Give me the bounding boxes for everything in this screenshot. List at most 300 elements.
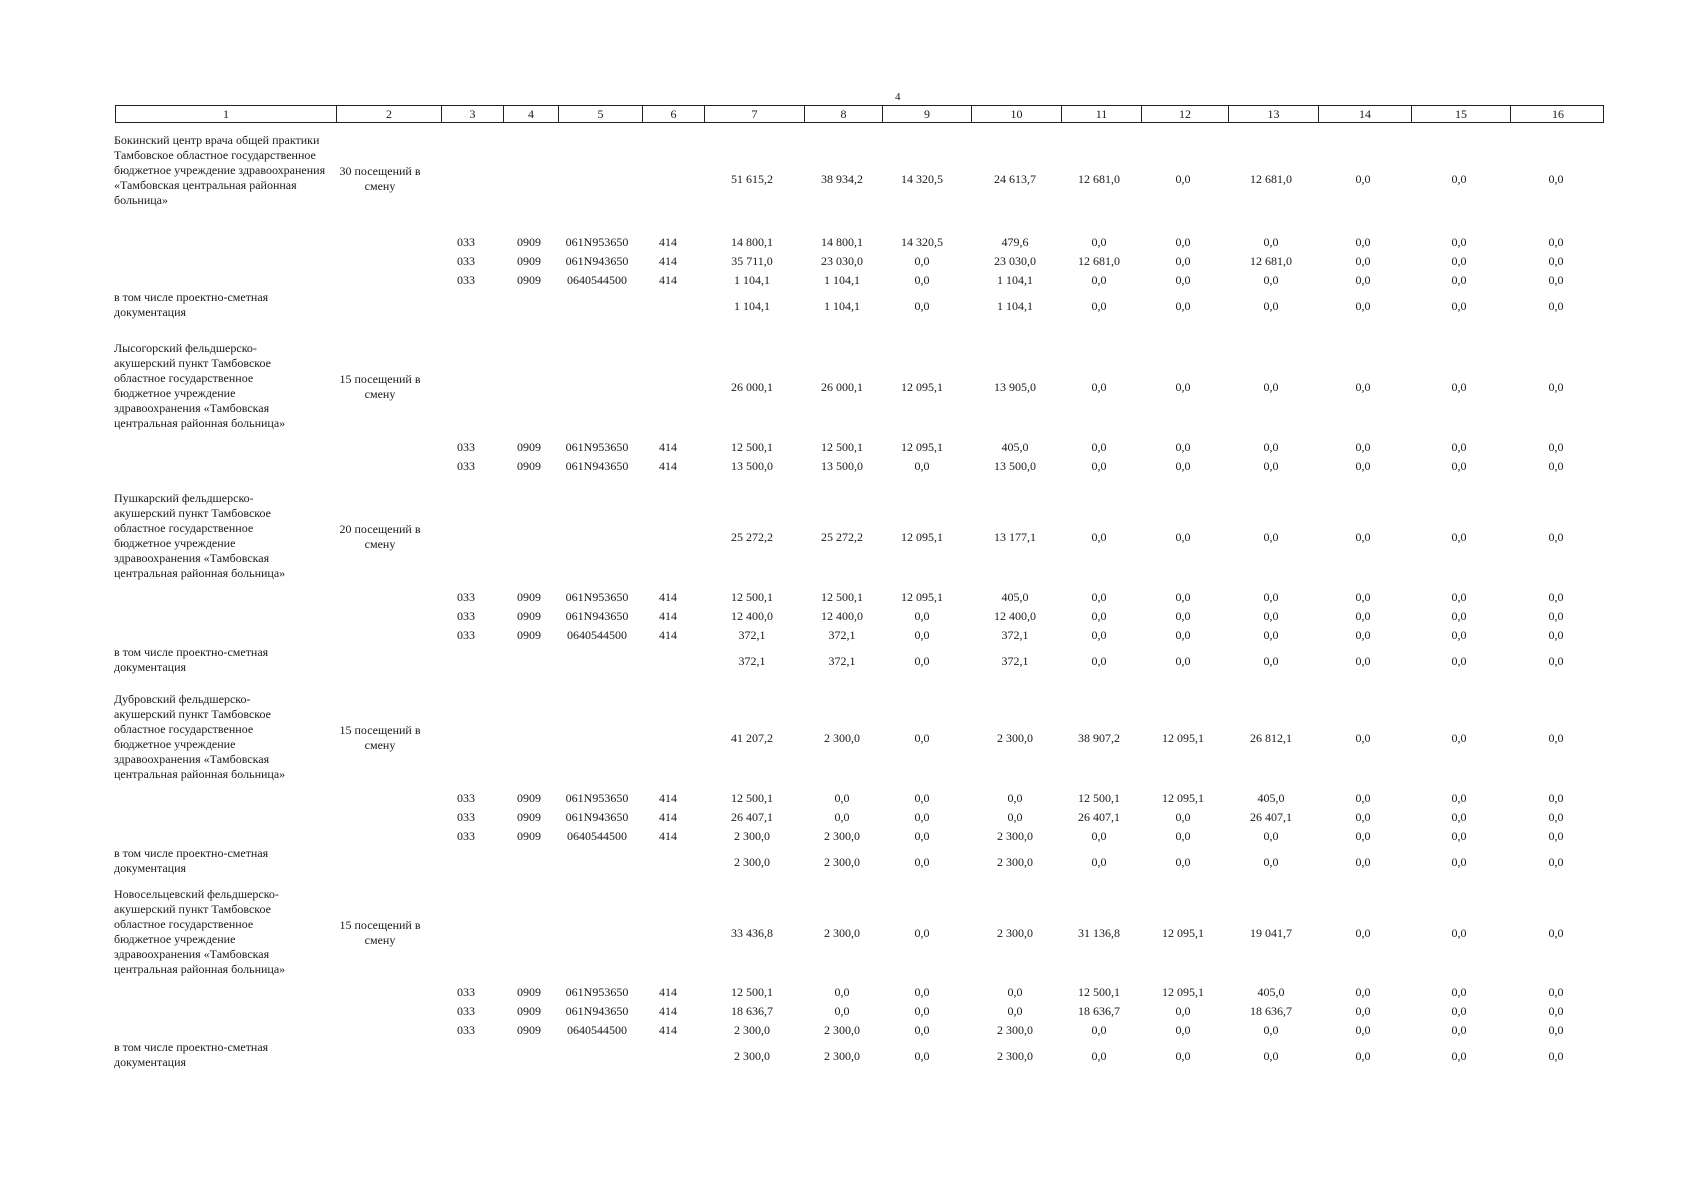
facility-name: Пушкарский фельдшерско-акушерский пункт Тамбовское областное государственное бюджетное учреждение здравоохранения «Тамбовская центральная районная больница» xyxy=(114,491,286,580)
target-article-code: 061N943650 xyxy=(565,459,629,473)
value-col-12: 0,0 xyxy=(1175,440,1191,454)
header-cell-9: 9 xyxy=(882,106,971,122)
value-col-14: 0,0 xyxy=(1355,1023,1371,1037)
value-col-9: 0,0 xyxy=(914,609,930,623)
value-col-12: 0,0 xyxy=(1175,810,1191,824)
value-col-15: 0,0 xyxy=(1451,829,1467,843)
total-col-11: 38 907,2 xyxy=(1078,731,1120,745)
value-col-15: 0,0 xyxy=(1451,273,1467,287)
total-col-12: 0,0 xyxy=(1175,380,1191,394)
value-col-10: 13 500,0 xyxy=(994,459,1036,473)
header-cell-11: 11 xyxy=(1061,106,1141,122)
value-col-7: 12 500,1 xyxy=(731,985,773,999)
value-col-12: 0,0 xyxy=(1175,590,1191,604)
total-col-15: 0,0 xyxy=(1451,530,1467,544)
value-col-12: 0,0 xyxy=(1175,273,1191,287)
total-col-11: 12 681,0 xyxy=(1078,172,1120,186)
total-col-8: 2 300,0 xyxy=(824,926,860,940)
value-col-11: 0,0 xyxy=(1091,440,1107,454)
value-col-15: 0,0 xyxy=(1451,235,1467,249)
value-col-7: 26 407,1 xyxy=(731,810,773,824)
header-cell-8: 8 xyxy=(804,106,882,122)
section-code: 0909 xyxy=(517,1004,541,1018)
value-col-15: 0,0 xyxy=(1451,459,1467,473)
design-value-col-7: 2 300,0 xyxy=(734,855,770,869)
value-col-11: 18 636,7 xyxy=(1078,1004,1120,1018)
target-article-code: 0640544500 xyxy=(567,273,627,287)
total-col-14: 0,0 xyxy=(1355,172,1371,186)
ministry-code: 033 xyxy=(457,1004,475,1018)
design-value-col-15: 0,0 xyxy=(1451,1049,1467,1063)
value-col-13: 0,0 xyxy=(1263,235,1279,249)
value-col-10: 372,1 xyxy=(1001,628,1029,642)
value-col-10: 0,0 xyxy=(1007,985,1023,999)
value-col-16: 0,0 xyxy=(1548,810,1564,824)
value-col-14: 0,0 xyxy=(1355,829,1371,843)
design-value-col-9: 0,0 xyxy=(914,299,930,313)
design-value-col-9: 0,0 xyxy=(914,1049,930,1063)
section-code: 0909 xyxy=(517,609,541,623)
total-col-8: 38 934,2 xyxy=(821,172,863,186)
target-article-code: 0640544500 xyxy=(567,1023,627,1037)
value-col-7: 372,1 xyxy=(738,628,766,642)
value-col-15: 0,0 xyxy=(1451,810,1467,824)
value-col-7: 18 636,7 xyxy=(731,1004,773,1018)
total-col-16: 0,0 xyxy=(1548,926,1564,940)
total-col-10: 13 905,0 xyxy=(994,380,1036,394)
value-col-13: 405,0 xyxy=(1257,791,1285,805)
expense-type-code: 414 xyxy=(659,628,677,642)
value-col-13: 0,0 xyxy=(1263,1023,1279,1037)
target-article-code: 061N943650 xyxy=(565,609,629,623)
header-cell-14: 14 xyxy=(1318,106,1411,122)
value-col-11: 0,0 xyxy=(1091,628,1107,642)
ministry-code: 033 xyxy=(457,590,475,604)
ministry-code: 033 xyxy=(457,254,475,268)
expense-type-code: 414 xyxy=(659,609,677,623)
design-value-col-15: 0,0 xyxy=(1451,855,1467,869)
header-cell-1: 1 xyxy=(223,107,229,121)
value-col-16: 0,0 xyxy=(1548,459,1564,473)
total-col-13: 26 812,1 xyxy=(1250,731,1292,745)
value-col-11: 0,0 xyxy=(1091,829,1107,843)
value-col-8: 2 300,0 xyxy=(824,1023,860,1037)
header-cell-16: 16 xyxy=(1510,106,1605,122)
value-col-8: 23 030,0 xyxy=(821,254,863,268)
design-value-col-11: 0,0 xyxy=(1091,654,1107,668)
total-col-9: 12 095,1 xyxy=(901,530,943,544)
total-col-11: 0,0 xyxy=(1091,530,1107,544)
design-value-col-15: 0,0 xyxy=(1451,654,1467,668)
value-col-12: 0,0 xyxy=(1175,1023,1191,1037)
design-value-col-10: 372,1 xyxy=(1001,654,1029,668)
value-col-13: 0,0 xyxy=(1263,440,1279,454)
total-col-14: 0,0 xyxy=(1355,380,1371,394)
total-col-11: 0,0 xyxy=(1091,380,1107,394)
value-col-14: 0,0 xyxy=(1355,628,1371,642)
total-col-13: 0,0 xyxy=(1263,530,1279,544)
value-col-11: 26 407,1 xyxy=(1078,810,1120,824)
design-value-col-10: 1 104,1 xyxy=(997,299,1033,313)
total-col-14: 0,0 xyxy=(1355,926,1371,940)
total-col-9: 0,0 xyxy=(914,926,930,940)
design-value-col-8: 2 300,0 xyxy=(824,1049,860,1063)
header-cell-15: 15 xyxy=(1411,106,1510,122)
value-col-14: 0,0 xyxy=(1355,1004,1371,1018)
ministry-code: 033 xyxy=(457,791,475,805)
value-col-9: 0,0 xyxy=(914,810,930,824)
value-col-10: 405,0 xyxy=(1001,440,1029,454)
value-col-9: 0,0 xyxy=(914,1023,930,1037)
value-col-9: 12 095,1 xyxy=(901,590,943,604)
design-value-col-16: 0,0 xyxy=(1548,654,1564,668)
facility-capacity: 15 посещений в смену xyxy=(339,918,421,947)
header-cell-3: 3 xyxy=(441,106,503,122)
section-code: 0909 xyxy=(517,628,541,642)
value-col-9: 0,0 xyxy=(914,254,930,268)
value-col-10: 2 300,0 xyxy=(997,1023,1033,1037)
section-code: 0909 xyxy=(517,829,541,843)
value-col-10: 479,6 xyxy=(1001,235,1029,249)
value-col-9: 0,0 xyxy=(914,1004,930,1018)
value-col-15: 0,0 xyxy=(1451,440,1467,454)
ministry-code: 033 xyxy=(457,273,475,287)
value-col-7: 2 300,0 xyxy=(734,1023,770,1037)
value-col-8: 0,0 xyxy=(834,1004,850,1018)
value-col-14: 0,0 xyxy=(1355,440,1371,454)
design-value-col-14: 0,0 xyxy=(1355,1049,1371,1063)
value-col-14: 0,0 xyxy=(1355,235,1371,249)
value-col-15: 0,0 xyxy=(1451,985,1467,999)
value-col-16: 0,0 xyxy=(1548,829,1564,843)
value-col-9: 0,0 xyxy=(914,985,930,999)
value-col-8: 14 800,1 xyxy=(821,235,863,249)
total-col-13: 0,0 xyxy=(1263,380,1279,394)
expense-type-code: 414 xyxy=(659,829,677,843)
value-col-14: 0,0 xyxy=(1355,590,1371,604)
section-code: 0909 xyxy=(517,810,541,824)
value-col-8: 1 104,1 xyxy=(824,273,860,287)
total-col-14: 0,0 xyxy=(1355,731,1371,745)
design-value-col-13: 0,0 xyxy=(1263,654,1279,668)
design-value-col-7: 372,1 xyxy=(738,654,766,668)
value-col-11: 0,0 xyxy=(1091,235,1107,249)
value-col-13: 0,0 xyxy=(1263,590,1279,604)
value-col-8: 12 500,1 xyxy=(821,440,863,454)
design-value-col-11: 0,0 xyxy=(1091,855,1107,869)
design-value-col-16: 0,0 xyxy=(1548,299,1564,313)
design-value-col-15: 0,0 xyxy=(1451,299,1467,313)
value-col-15: 0,0 xyxy=(1451,628,1467,642)
target-article-code: 061N953650 xyxy=(565,440,629,454)
total-col-16: 0,0 xyxy=(1548,172,1564,186)
total-col-11: 31 136,8 xyxy=(1078,926,1120,940)
total-col-9: 14 320,5 xyxy=(901,172,943,186)
value-col-9: 0,0 xyxy=(914,459,930,473)
facility-capacity: 15 посещений в смену xyxy=(339,372,421,401)
value-col-13: 0,0 xyxy=(1263,829,1279,843)
design-value-col-11: 0,0 xyxy=(1091,299,1107,313)
header-cell-13: 13 xyxy=(1228,106,1318,122)
value-col-12: 12 095,1 xyxy=(1162,985,1204,999)
value-col-10: 0,0 xyxy=(1007,1004,1023,1018)
total-col-16: 0,0 xyxy=(1548,380,1564,394)
total-col-8: 2 300,0 xyxy=(824,731,860,745)
value-col-15: 0,0 xyxy=(1451,590,1467,604)
header-cell-7: 7 xyxy=(704,106,804,122)
value-col-14: 0,0 xyxy=(1355,985,1371,999)
value-col-12: 0,0 xyxy=(1175,459,1191,473)
total-col-12: 12 095,1 xyxy=(1162,731,1204,745)
value-col-12: 0,0 xyxy=(1175,628,1191,642)
value-col-9: 0,0 xyxy=(914,829,930,843)
value-col-15: 0,0 xyxy=(1451,1004,1467,1018)
header-cell-12: 12 xyxy=(1141,106,1228,122)
value-col-7: 12 400,0 xyxy=(731,609,773,623)
ministry-code: 033 xyxy=(457,810,475,824)
value-col-13: 0,0 xyxy=(1263,273,1279,287)
value-col-12: 0,0 xyxy=(1175,1004,1191,1018)
facility-capacity: 30 посещений в смену xyxy=(339,164,421,193)
expense-type-code: 414 xyxy=(659,590,677,604)
header-cell-10: 10 xyxy=(971,106,1061,122)
design-value-col-12: 0,0 xyxy=(1175,855,1191,869)
total-col-14: 0,0 xyxy=(1355,530,1371,544)
value-col-10: 12 400,0 xyxy=(994,609,1036,623)
total-col-9: 0,0 xyxy=(914,731,930,745)
target-article-code: 0640544500 xyxy=(567,628,627,642)
ministry-code: 033 xyxy=(457,459,475,473)
facility-capacity: 15 посещений в смену xyxy=(339,723,421,752)
value-col-16: 0,0 xyxy=(1548,1023,1564,1037)
facility-name: Дубровский фельдшерско-акушерский пункт Тамбовское областное государственное бюджетное учреждение здравоохранения «Тамбовская центральная районная больница» xyxy=(114,692,286,781)
design-value-col-16: 0,0 xyxy=(1548,1049,1564,1063)
design-value-col-10: 2 300,0 xyxy=(997,855,1033,869)
ministry-code: 033 xyxy=(457,1023,475,1037)
value-col-9: 14 320,5 xyxy=(901,235,943,249)
section-code: 0909 xyxy=(517,254,541,268)
design-value-col-11: 0,0 xyxy=(1091,1049,1107,1063)
value-col-16: 0,0 xyxy=(1548,985,1564,999)
design-value-col-8: 1 104,1 xyxy=(824,299,860,313)
expense-type-code: 414 xyxy=(659,985,677,999)
section-code: 0909 xyxy=(517,459,541,473)
expense-type-code: 414 xyxy=(659,791,677,805)
expense-type-code: 414 xyxy=(659,1023,677,1037)
target-article-code: 061N943650 xyxy=(565,810,629,824)
total-col-8: 25 272,2 xyxy=(821,530,863,544)
design-docs-label: в том числе проектно-сметная документация xyxy=(114,1040,269,1069)
design-value-col-12: 0,0 xyxy=(1175,299,1191,313)
design-value-col-13: 0,0 xyxy=(1263,855,1279,869)
value-col-16: 0,0 xyxy=(1548,791,1564,805)
value-col-7: 12 500,1 xyxy=(731,590,773,604)
design-docs-label: в том числе проектно-сметная документация xyxy=(114,846,269,875)
design-docs-label: в том числе проектно-сметная документация xyxy=(114,645,269,674)
section-code: 0909 xyxy=(517,791,541,805)
design-value-col-13: 0,0 xyxy=(1263,1049,1279,1063)
design-value-col-7: 1 104,1 xyxy=(734,299,770,313)
ministry-code: 033 xyxy=(457,440,475,454)
design-value-col-16: 0,0 xyxy=(1548,855,1564,869)
total-col-9: 12 095,1 xyxy=(901,380,943,394)
facility-name: Лысогорский фельдшерско-акушерский пункт Тамбовское областное государственное бюджетное учреждение здравоохранения «Тамбовская центральная районная больница» xyxy=(114,341,286,430)
design-value-col-9: 0,0 xyxy=(914,654,930,668)
section-code: 0909 xyxy=(517,985,541,999)
total-col-15: 0,0 xyxy=(1451,380,1467,394)
total-col-13: 12 681,0 xyxy=(1250,172,1292,186)
value-col-13: 0,0 xyxy=(1263,628,1279,642)
page-number: 4 xyxy=(895,91,901,103)
value-col-8: 12 500,1 xyxy=(821,590,863,604)
expense-type-code: 414 xyxy=(659,440,677,454)
ministry-code: 033 xyxy=(457,829,475,843)
value-col-7: 12 500,1 xyxy=(731,440,773,454)
value-col-15: 0,0 xyxy=(1451,254,1467,268)
value-col-10: 23 030,0 xyxy=(994,254,1036,268)
total-col-13: 19 041,7 xyxy=(1250,926,1292,940)
value-col-13: 0,0 xyxy=(1263,459,1279,473)
total-col-12: 0,0 xyxy=(1175,530,1191,544)
expense-type-code: 414 xyxy=(659,235,677,249)
value-col-13: 12 681,0 xyxy=(1250,254,1292,268)
design-value-col-8: 2 300,0 xyxy=(824,855,860,869)
section-code: 0909 xyxy=(517,590,541,604)
expense-type-code: 414 xyxy=(659,1004,677,1018)
value-col-13: 18 636,7 xyxy=(1250,1004,1292,1018)
total-col-15: 0,0 xyxy=(1451,926,1467,940)
value-col-13: 26 407,1 xyxy=(1250,810,1292,824)
target-article-code: 061N953650 xyxy=(565,235,629,249)
design-value-col-9: 0,0 xyxy=(914,855,930,869)
design-value-col-14: 0,0 xyxy=(1355,654,1371,668)
value-col-7: 14 800,1 xyxy=(731,235,773,249)
value-col-16: 0,0 xyxy=(1548,628,1564,642)
ministry-code: 033 xyxy=(457,985,475,999)
value-col-16: 0,0 xyxy=(1548,609,1564,623)
value-col-9: 0,0 xyxy=(914,273,930,287)
facility-name: Новосельцевский фельдшерско-акушерский пункт Тамбовское областное государственное бюджетное учреждение здравоохранения «Тамбовская центральная районная больница» xyxy=(114,887,286,976)
header-cell-4: 4 xyxy=(503,106,558,122)
value-col-14: 0,0 xyxy=(1355,609,1371,623)
target-article-code: 061N953650 xyxy=(565,590,629,604)
value-col-8: 0,0 xyxy=(834,985,850,999)
value-col-11: 12 500,1 xyxy=(1078,985,1120,999)
total-col-10: 2 300,0 xyxy=(997,731,1033,745)
value-col-8: 2 300,0 xyxy=(824,829,860,843)
value-col-11: 0,0 xyxy=(1091,609,1107,623)
value-col-14: 0,0 xyxy=(1355,254,1371,268)
value-col-12: 12 095,1 xyxy=(1162,791,1204,805)
value-col-15: 0,0 xyxy=(1451,1023,1467,1037)
section-code: 0909 xyxy=(517,1023,541,1037)
target-article-code: 0640544500 xyxy=(567,829,627,843)
value-col-9: 0,0 xyxy=(914,628,930,642)
value-col-7: 1 104,1 xyxy=(734,273,770,287)
design-value-col-13: 0,0 xyxy=(1263,299,1279,313)
total-col-10: 13 177,1 xyxy=(994,530,1036,544)
total-col-7: 26 000,1 xyxy=(731,380,773,394)
header-cell-5: 5 xyxy=(558,106,642,122)
value-col-11: 0,0 xyxy=(1091,1023,1107,1037)
value-col-7: 35 711,0 xyxy=(731,254,773,268)
design-value-col-14: 0,0 xyxy=(1355,299,1371,313)
value-col-9: 12 095,1 xyxy=(901,440,943,454)
value-col-16: 0,0 xyxy=(1548,590,1564,604)
design-value-col-10: 2 300,0 xyxy=(997,1049,1033,1063)
total-col-7: 25 272,2 xyxy=(731,530,773,544)
total-col-15: 0,0 xyxy=(1451,172,1467,186)
expense-type-code: 414 xyxy=(659,810,677,824)
value-col-8: 372,1 xyxy=(828,628,856,642)
value-col-14: 0,0 xyxy=(1355,273,1371,287)
value-col-13: 0,0 xyxy=(1263,609,1279,623)
value-col-7: 13 500,0 xyxy=(731,459,773,473)
design-value-col-12: 0,0 xyxy=(1175,654,1191,668)
value-col-16: 0,0 xyxy=(1548,1004,1564,1018)
value-col-11: 12 681,0 xyxy=(1078,254,1120,268)
design-value-col-12: 0,0 xyxy=(1175,1049,1191,1063)
value-col-9: 0,0 xyxy=(914,791,930,805)
header-cell-2: 2 xyxy=(336,106,441,122)
ministry-code: 033 xyxy=(457,235,475,249)
value-col-16: 0,0 xyxy=(1548,440,1564,454)
section-code: 0909 xyxy=(517,440,541,454)
value-col-12: 0,0 xyxy=(1175,254,1191,268)
ministry-code: 033 xyxy=(457,609,475,623)
column-number-header xyxy=(115,105,1604,123)
total-col-7: 51 615,2 xyxy=(731,172,773,186)
target-article-code: 061N953650 xyxy=(565,791,629,805)
total-col-7: 33 436,8 xyxy=(731,926,773,940)
total-col-16: 0,0 xyxy=(1548,530,1564,544)
expense-type-code: 414 xyxy=(659,459,677,473)
value-col-11: 0,0 xyxy=(1091,459,1107,473)
design-value-col-8: 372,1 xyxy=(828,654,856,668)
target-article-code: 061N943650 xyxy=(565,254,629,268)
value-col-11: 0,0 xyxy=(1091,273,1107,287)
value-col-8: 12 400,0 xyxy=(821,609,863,623)
value-col-14: 0,0 xyxy=(1355,791,1371,805)
facility-name: Бокинский центр врача общей практики Тамбовское областное государственное бюджетное учреждение здравоохранения «Тамбовская центральная районная больница» xyxy=(114,133,326,207)
value-col-12: 0,0 xyxy=(1175,235,1191,249)
value-col-7: 12 500,1 xyxy=(731,791,773,805)
total-col-8: 26 000,1 xyxy=(821,380,863,394)
target-article-code: 061N943650 xyxy=(565,1004,629,1018)
value-col-8: 0,0 xyxy=(834,791,850,805)
value-col-16: 0,0 xyxy=(1548,235,1564,249)
value-col-16: 0,0 xyxy=(1548,254,1564,268)
value-col-7: 2 300,0 xyxy=(734,829,770,843)
total-col-16: 0,0 xyxy=(1548,731,1564,745)
facility-capacity: 20 посещений в смену xyxy=(339,522,421,551)
value-col-16: 0,0 xyxy=(1548,273,1564,287)
value-col-10: 405,0 xyxy=(1001,590,1029,604)
value-col-15: 0,0 xyxy=(1451,791,1467,805)
expense-type-code: 414 xyxy=(659,273,677,287)
design-docs-label: в том числе проектно-сметная документация xyxy=(114,290,269,319)
value-col-15: 0,0 xyxy=(1451,609,1467,623)
value-col-11: 12 500,1 xyxy=(1078,791,1120,805)
design-value-col-14: 0,0 xyxy=(1355,855,1371,869)
total-col-15: 0,0 xyxy=(1451,731,1467,745)
header-cell-6: 6 xyxy=(642,106,704,122)
value-col-13: 405,0 xyxy=(1257,985,1285,999)
expense-type-code: 414 xyxy=(659,254,677,268)
ministry-code: 033 xyxy=(457,628,475,642)
total-col-10: 2 300,0 xyxy=(997,926,1033,940)
total-col-10: 24 613,7 xyxy=(994,172,1036,186)
